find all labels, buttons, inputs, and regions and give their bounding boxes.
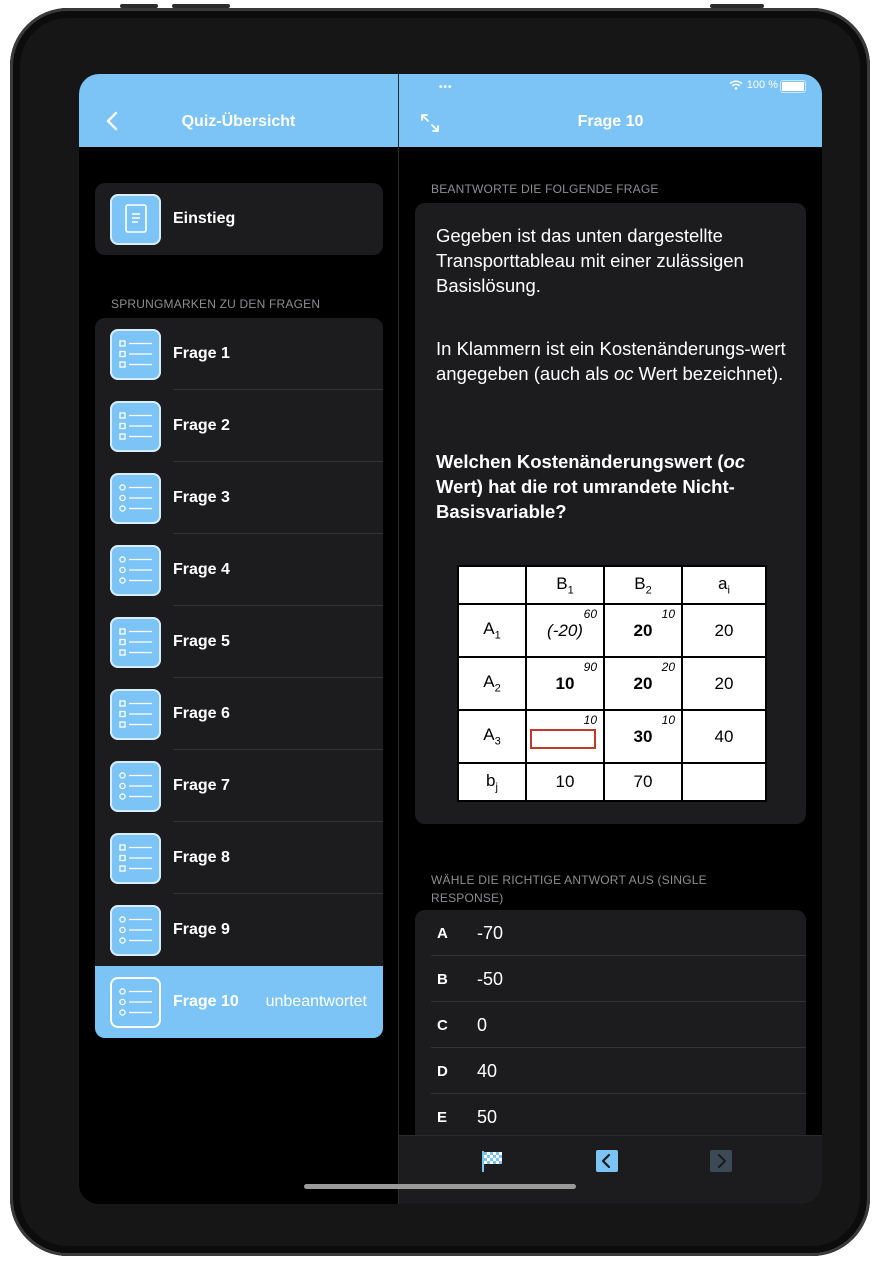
question-card: [415, 203, 806, 824]
column-header-a: $a_i$: [682, 566, 766, 604]
finish-flag-icon[interactable]: [480, 1149, 504, 1173]
cost-value: 10: [661, 607, 675, 621]
status-bar: [729, 79, 778, 91]
sidebar-item-label: Frage 2: [173, 417, 230, 434]
cost-value: 10: [583, 713, 597, 727]
cost-value: 10: [661, 713, 675, 727]
supply-a2: 20: [682, 657, 766, 710]
battery-percent: 100 %: [746, 79, 778, 91]
cell-value: (-20): [547, 620, 583, 640]
sidebar-item-label: Einstieg: [173, 210, 236, 227]
sidebar-item-label: Frage 3: [173, 489, 230, 506]
top-button: [120, 4, 158, 8]
cell-a1-b2: [604, 604, 682, 657]
sidebar-item-frage-2[interactable]: [95, 390, 383, 462]
sidebar-item-einstieg[interactable]: [95, 183, 383, 255]
sidebar-item-label: Frage 6: [173, 705, 230, 722]
sidebar-item-frage-3[interactable]: [95, 462, 383, 534]
bottom-toolbar: [399, 1135, 822, 1204]
sidebar-title: Quiz-Übersicht: [181, 113, 296, 130]
highlighted-nonbasic-variable: [530, 729, 596, 749]
answer-option-c[interactable]: [415, 1002, 806, 1048]
sidebar-item-label: Frage 5: [173, 633, 230, 650]
answer-option-d[interactable]: [415, 1048, 806, 1094]
wifi-icon: [729, 80, 743, 90]
question-detail: [399, 74, 822, 1204]
answer-status: unbeantwortet: [265, 993, 367, 1010]
top-button: [172, 4, 230, 8]
sidebar-item-label: Frage 1: [173, 345, 230, 362]
answer-value: 0: [477, 1014, 488, 1035]
sidebar-item-label: Frage 7: [173, 777, 230, 794]
cell-a3-b2: [604, 710, 682, 763]
next-question-button[interactable]: [709, 1149, 733, 1173]
detail-title: Frage 10: [577, 113, 644, 130]
checklist-icon: [110, 329, 161, 380]
text-fragment: Wert bezeichnet).: [633, 363, 784, 384]
sidebar-item-frage-4[interactable]: [95, 534, 383, 606]
radio-list-icon: [110, 545, 161, 596]
cost-value: 90: [583, 660, 597, 674]
device-frame: [10, 8, 870, 1256]
demand-b1: 10: [526, 763, 604, 801]
answer-letter: A: [437, 924, 448, 942]
row-header-a2: $A_2$: [458, 657, 526, 710]
answer-list: [415, 910, 806, 1150]
quiz-overview-sidebar: [79, 74, 398, 1204]
sidebar-item-frage-1[interactable]: [95, 318, 383, 390]
document-icon: [110, 194, 161, 245]
radio-list-icon: [110, 905, 161, 956]
question-intro-text: Gegeben ist das unten dargestellte Transporttableau mit einer zulässigen Basislösung.: [436, 225, 744, 296]
supply-a1: 20: [682, 604, 766, 657]
answer-letter: C: [437, 1016, 448, 1034]
checklist-icon: [110, 401, 161, 452]
column-header-b1: $B_1$: [526, 566, 604, 604]
radio-list-icon: [110, 977, 161, 1028]
checklist-icon: [110, 617, 161, 668]
home-indicator[interactable]: [304, 1184, 576, 1189]
sidebar-item-label: Frage 10: [173, 993, 239, 1010]
sidebar-nav-bar: [79, 74, 398, 147]
text-fragment: In Klammern ist ein Kostenänderungs-wert angegeben (auch als: [436, 338, 786, 384]
oc-term: oc: [723, 451, 746, 472]
answer-letter: B: [437, 970, 448, 988]
previous-question-button[interactable]: [595, 1149, 619, 1173]
text-fragment: Wert) hat die rot umrandete Nicht-Basisvariable?: [436, 476, 735, 522]
answer-value: 40: [477, 1060, 498, 1081]
answer-section-label: WÄHLE DIE RICHTIGE ANTWORT AUS (SINGLE RESPONSE): [431, 873, 707, 905]
sidebar-item-label: Frage 9: [173, 921, 230, 938]
cell-value: 20: [633, 673, 653, 693]
question-list: [95, 318, 383, 1038]
demand-b2: 70: [604, 763, 682, 801]
cost-value: 60: [583, 607, 597, 621]
column-header-b2: $B_2$: [604, 566, 682, 604]
sidebar-item-frage-7[interactable]: [95, 750, 383, 822]
cell-value: 10: [555, 673, 575, 693]
cell-value: 30: [633, 726, 653, 746]
answer-letter: D: [437, 1062, 448, 1080]
oc-term: oc: [613, 363, 634, 384]
checklist-icon: [110, 689, 161, 740]
row-header-a3: $A_3$: [458, 710, 526, 763]
multitasking-dots[interactable]: •••: [439, 82, 453, 93]
sidebar-item-label: Frage 4: [173, 561, 230, 578]
answer-value: -50: [477, 968, 504, 989]
battery-icon: [780, 80, 806, 93]
sidebar-item-frage-8[interactable]: [95, 822, 383, 894]
sidebar-item-label: Frage 8: [173, 849, 230, 866]
answer-letter: E: [437, 1108, 448, 1126]
checklist-icon: [110, 833, 161, 884]
sidebar-item-frage-9[interactable]: [95, 894, 383, 966]
row-header-b: $b_j$: [458, 763, 526, 801]
cell-a2-b2: [604, 657, 682, 710]
answer-option-a[interactable]: [415, 910, 806, 956]
screen: [79, 74, 822, 1204]
sidebar-item-frage-6[interactable]: [95, 678, 383, 750]
cell-a1-b1: [526, 604, 604, 657]
side-button: [710, 4, 764, 8]
cell-a3-b1: [526, 710, 604, 763]
answer-option-e[interactable]: [415, 1094, 806, 1140]
text-fragment: Welchen Kostenänderungswert (: [436, 451, 724, 472]
cell-a2-b1: [526, 657, 604, 710]
row-header-a1: $A_1$: [458, 604, 526, 657]
intro-card: [95, 183, 383, 255]
radio-list-icon: [110, 761, 161, 812]
sidebar-item-frage-5[interactable]: [95, 606, 383, 678]
cost-value: 20: [661, 660, 675, 674]
empty-cell: [682, 763, 766, 801]
corner-cell: [458, 566, 526, 604]
sidebar-item-frage-10[interactable]: [95, 966, 383, 1038]
transport-tableau: [457, 565, 767, 802]
answer-option-b[interactable]: [415, 956, 806, 1002]
answer-value: -70: [477, 922, 504, 943]
question-section-label: BEANTWORTE DIE FOLGENDE FRAGE: [431, 182, 659, 196]
question-prompt: [436, 449, 786, 524]
jump-marks-section-label: SPRUNGMARKEN ZU DEN FRAGEN: [111, 297, 321, 311]
cell-value: 20: [633, 620, 653, 640]
supply-a3: 40: [682, 710, 766, 763]
answer-value: 50: [477, 1106, 498, 1127]
question-explanation-text: [436, 336, 786, 386]
radio-list-icon: [110, 473, 161, 524]
detail-nav-bar: [399, 74, 822, 147]
